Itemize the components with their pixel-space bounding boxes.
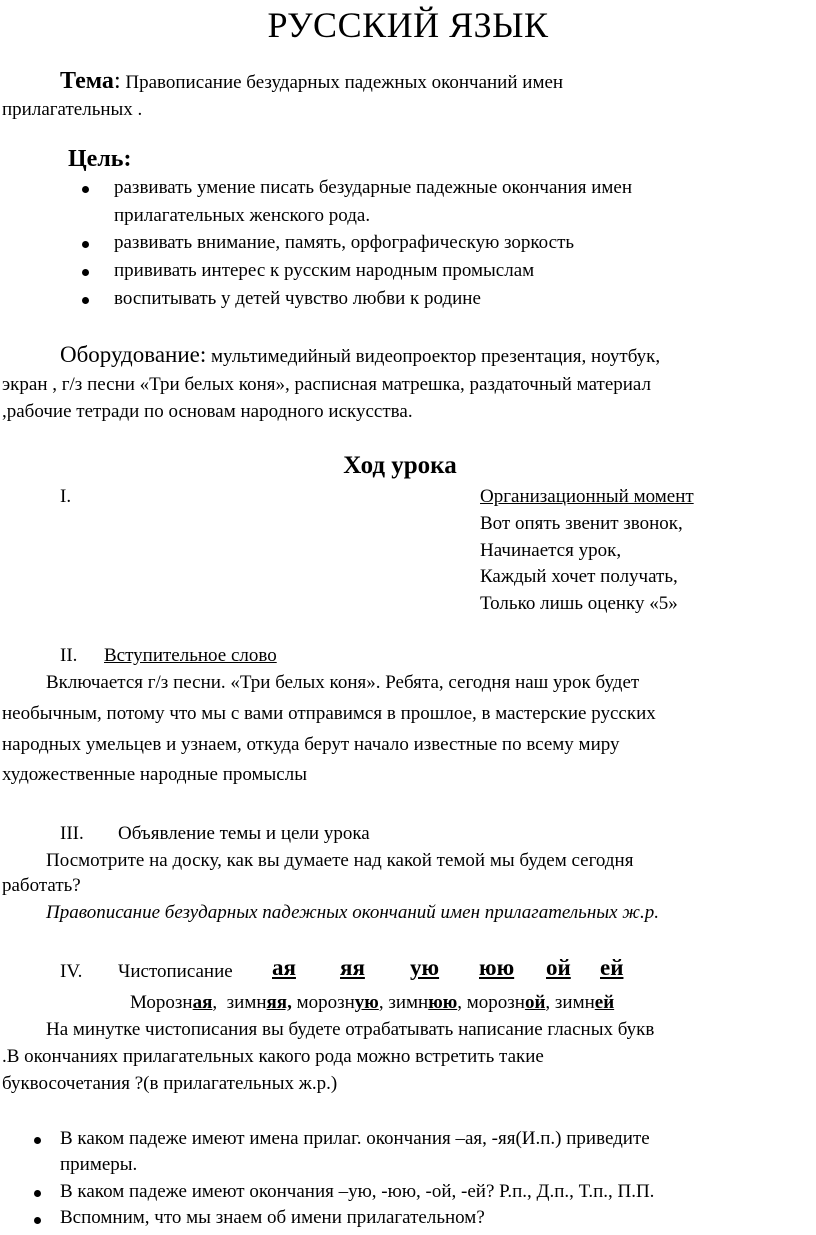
poem-line: Каждый хочет получать, <box>480 566 678 587</box>
example-words <box>130 992 614 1014</box>
bullet-icon <box>82 297 89 304</box>
word-sep: , <box>545 992 555 1013</box>
goal-item: развивать внимание, память, орфографическую зоркость <box>114 232 575 253</box>
word-ending: ой <box>524 992 546 1013</box>
section-heading: Объявление темы и цели урока <box>118 823 370 844</box>
word-sep: , <box>378 992 389 1013</box>
goal-label: Цель: <box>68 146 132 172</box>
word-ending: яя, <box>266 992 292 1013</box>
word-stem: Морозн <box>130 992 193 1013</box>
word-stem: морозн <box>466 992 525 1013</box>
bullet-icon <box>34 1137 41 1144</box>
question-item-cont: примеры. <box>60 1154 138 1175</box>
paragraph-line: На минутке чистописания вы будете отрабатывать написание гласных букв <box>46 1019 655 1040</box>
section-heading: Вступительное слово <box>104 645 277 666</box>
page-title: РУССКИЙ ЯЗЫК <box>267 5 549 45</box>
equipment-line <box>60 342 660 368</box>
topic-label: Тема <box>60 68 114 94</box>
equipment-text: мультимедийный видеопроектор презентация, ноутбук, <box>211 346 661 367</box>
paragraph-line: народных умельцев и узнаем, откуда берут начало известные по всему миру <box>2 734 620 755</box>
topic-colon: : <box>113 68 121 94</box>
section-number: III. <box>60 823 84 844</box>
bullet-icon <box>34 1217 41 1224</box>
section-number: I. <box>60 486 72 507</box>
equipment-label: Оборудование: <box>60 342 207 367</box>
ending-oy: ой <box>546 955 571 980</box>
poem-line: Только лишь оценку «5» <box>480 593 678 614</box>
word-stem: зимн <box>554 992 595 1013</box>
bullet-icon <box>82 186 89 193</box>
paragraph-line: необычным, потому что мы с вами отправимся в прошлое, в мастерские русских <box>2 703 656 724</box>
paragraph-line: Посмотрите на доску, как вы думаете над какой темой мы будем сегодня <box>46 850 634 871</box>
equipment-text-cont: ,рабочие тетради по основам народного искусства. <box>2 401 413 422</box>
word-stem: зимн <box>388 992 429 1013</box>
poem-line: Начинается урок, <box>480 540 622 561</box>
bullet-icon <box>82 241 89 248</box>
paragraph-line: Включается г/з песни. «Три белых коня». Ребята, сегодня наш урок будет <box>46 672 640 693</box>
section-number: IV. <box>60 961 83 982</box>
paragraph-line: художественные народные промыслы <box>2 764 307 785</box>
word-ending: ую <box>354 992 379 1013</box>
question-item: В каком падеже имеют окончания –ую, -юю, -ой, -ей? Р.п., Д.п., Т.п., П.П. <box>60 1181 655 1202</box>
equipment-text-cont: экран , г/з песни «Три белых коня», расписная матрешка, раздаточный материал <box>2 374 652 395</box>
ending-yuyu: юю <box>479 955 515 980</box>
ending-yaya: яя <box>340 955 365 980</box>
poem-line: Вот опять звенит звонок, <box>480 513 683 534</box>
section-number: II. <box>60 645 78 666</box>
lesson-topic-italic: Правописание безударных падежных окончаний имен прилагательных ж.р. <box>46 902 659 923</box>
section-heading: Организационный момент <box>480 486 694 507</box>
word-sep: , <box>212 992 227 1013</box>
word-sep: , <box>457 992 467 1013</box>
goal-item: развивать умение писать безударные падежные окончания имен <box>114 177 633 198</box>
lesson-title: Ход урока <box>343 452 457 479</box>
paragraph-line: работать? <box>2 875 81 896</box>
word-stem: зимн <box>226 992 267 1013</box>
ending-aya: ая <box>272 955 296 980</box>
topic-text-cont: прилагательных . <box>2 99 143 120</box>
word-ending: юю <box>428 992 458 1013</box>
word-ending: ая <box>192 992 213 1013</box>
goal-item-cont: прилагательных женского рода. <box>114 205 371 226</box>
goal-item: прививать интерес к русским народным промыслам <box>114 260 535 281</box>
question-item: В каком падеже имеют имена прилаг. окончания –ая, -яя(И.п.) приведите <box>60 1128 650 1149</box>
section-heading: Чистописание <box>118 961 233 982</box>
bullet-icon <box>34 1190 41 1197</box>
paragraph-line: буквосочетания ?(в прилагательных ж.р.) <box>2 1073 338 1094</box>
word-ending: ей <box>594 992 615 1013</box>
word-stem: морозн <box>296 992 355 1013</box>
goal-item: воспитывать у детей чувство любви к родине <box>114 288 481 309</box>
question-item: Вспомним, что мы знаем об имени прилагательном? <box>60 1207 485 1228</box>
paragraph-line: .В окончаниях прилагательных какого рода можно встретить такие <box>2 1046 544 1067</box>
bullet-icon <box>82 269 89 276</box>
ending-uyu: ую <box>410 955 440 980</box>
topic-line <box>60 68 563 95</box>
topic-text: Правописание безударных падежных окончаний имен <box>125 72 564 93</box>
ending-ey: ей <box>600 955 624 980</box>
